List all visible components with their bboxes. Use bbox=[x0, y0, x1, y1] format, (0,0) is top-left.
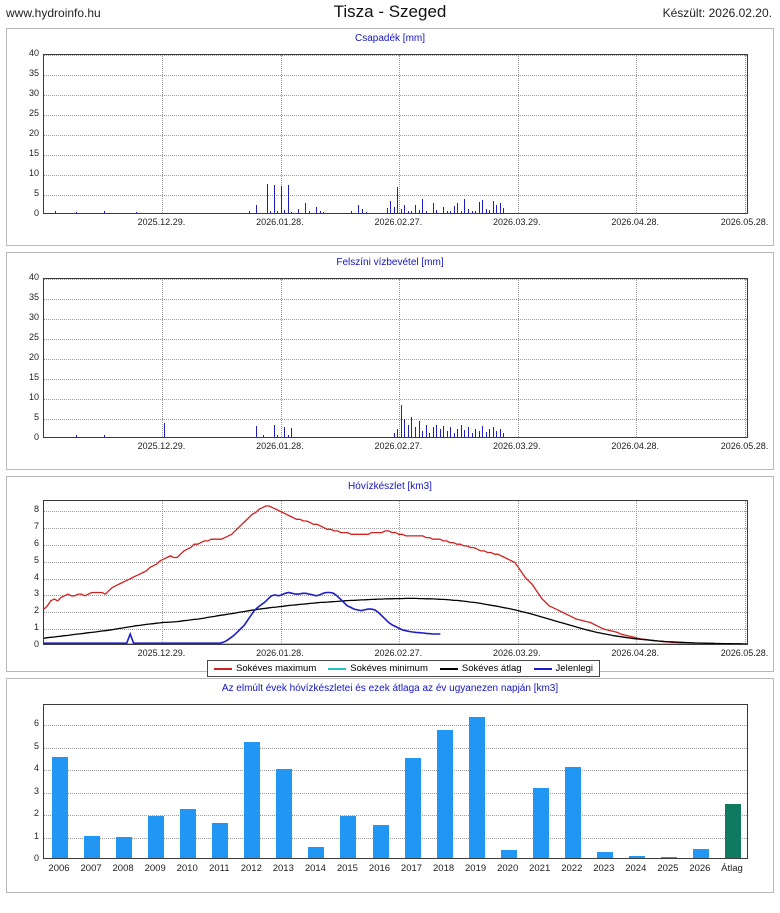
year-bar bbox=[373, 825, 389, 858]
year-bar bbox=[597, 852, 613, 858]
data-bar bbox=[411, 211, 412, 213]
y-axis-tick-label: 0 bbox=[33, 208, 39, 218]
year-axis-label: 2015 bbox=[336, 863, 358, 874]
x-axis-tick-label: 2026.05.28. bbox=[720, 441, 769, 451]
year-bar bbox=[116, 837, 132, 858]
x-axis-tick-label: 2026.03.29. bbox=[492, 648, 541, 658]
year-axis-label: 2008 bbox=[112, 863, 134, 874]
data-bar bbox=[464, 199, 465, 213]
data-bar bbox=[422, 199, 423, 213]
x-axis-tick-label: 2025.12.29. bbox=[137, 441, 186, 451]
data-bar bbox=[436, 425, 437, 437]
year-axis-label: 2009 bbox=[144, 863, 166, 874]
gridline bbox=[44, 770, 747, 771]
gridline bbox=[44, 319, 747, 320]
legend-swatch-min bbox=[328, 668, 346, 670]
y-axis-tick-label: 3 bbox=[33, 588, 39, 599]
year-bar bbox=[308, 847, 324, 858]
panel-yearly-snow-reserves bbox=[6, 678, 774, 893]
year-axis-label: Átlag bbox=[721, 863, 743, 874]
data-bar bbox=[298, 209, 299, 213]
data-bar bbox=[104, 211, 105, 213]
gridline bbox=[44, 299, 747, 300]
y-axis-tick-label: 2 bbox=[33, 808, 39, 819]
data-bar bbox=[468, 427, 469, 437]
data-bar bbox=[274, 185, 275, 213]
data-bar bbox=[284, 427, 285, 437]
y-axis-tick-label: 0 bbox=[33, 639, 39, 649]
panel-precipitation bbox=[6, 28, 774, 246]
year-bar bbox=[148, 816, 164, 858]
data-bar bbox=[76, 435, 77, 437]
year-axis-label: 2010 bbox=[176, 863, 198, 874]
data-bar bbox=[323, 212, 324, 213]
data-bar bbox=[440, 429, 441, 437]
legend-swatch-max bbox=[214, 668, 232, 670]
data-bar bbox=[464, 430, 465, 437]
data-bar bbox=[457, 429, 458, 437]
data-bar bbox=[443, 426, 444, 437]
data-bar bbox=[461, 211, 462, 213]
legend-item-min bbox=[328, 663, 428, 674]
x-axis-tick-label: 2026.01.28. bbox=[256, 648, 304, 658]
gridline-vertical bbox=[745, 55, 746, 213]
gridline bbox=[44, 95, 747, 96]
data-bar bbox=[419, 210, 420, 213]
data-bar bbox=[267, 184, 268, 213]
data-bar bbox=[503, 433, 504, 437]
year-axis-label: 2006 bbox=[48, 863, 70, 874]
data-bar bbox=[362, 209, 363, 213]
year-bar bbox=[437, 730, 453, 858]
year-axis-label: 2018 bbox=[433, 863, 455, 874]
data-bar bbox=[496, 205, 497, 213]
data-bar bbox=[291, 212, 292, 213]
gridline bbox=[44, 279, 747, 280]
year-axis-label: 2011 bbox=[209, 863, 230, 874]
year-bar bbox=[52, 757, 68, 858]
data-bar bbox=[408, 211, 409, 213]
data-bar bbox=[493, 427, 494, 437]
data-bar bbox=[274, 425, 275, 437]
gridline bbox=[44, 135, 747, 136]
year-bar bbox=[276, 769, 292, 858]
year-axis-label: 2020 bbox=[497, 863, 519, 874]
y-axis-tick-label: 25 bbox=[28, 332, 39, 342]
series-line-sokéves-átlag bbox=[44, 598, 747, 644]
gridline bbox=[44, 175, 747, 176]
data-bar bbox=[450, 211, 451, 213]
data-bar bbox=[454, 206, 455, 213]
gridline-vertical bbox=[745, 279, 746, 437]
y-axis-tick-label: 1 bbox=[33, 830, 39, 841]
y-axis-tick-label: 5 bbox=[33, 412, 39, 422]
x-axis-tick-label: 2026.02.27. bbox=[374, 441, 423, 451]
plot-axes bbox=[43, 54, 748, 214]
data-bar bbox=[288, 435, 289, 437]
plot-axes bbox=[43, 704, 748, 859]
y-axis-tick-label: 6 bbox=[33, 537, 39, 548]
y-axis-tick-label: 3 bbox=[33, 785, 39, 796]
data-bar bbox=[270, 211, 271, 213]
y-axis-tick-label: 20 bbox=[28, 352, 39, 362]
generated-date: Készült: 2026.02.20. bbox=[662, 6, 772, 20]
data-bar bbox=[411, 417, 412, 437]
data-bar bbox=[450, 427, 451, 437]
year-axis-label: 2025 bbox=[657, 863, 679, 874]
data-bar bbox=[358, 205, 359, 213]
y-axis-tick-label: 20 bbox=[28, 128, 39, 138]
data-bar bbox=[503, 208, 504, 213]
y-axis-tick-label: 4 bbox=[33, 763, 39, 774]
series-line-jelenlegi bbox=[44, 593, 440, 644]
year-bar bbox=[693, 849, 709, 858]
year-axis-label: 2014 bbox=[304, 863, 326, 874]
surface-water-intake-plot bbox=[7, 270, 773, 470]
data-bar bbox=[496, 431, 497, 437]
gridline-vertical bbox=[518, 279, 519, 437]
legend-label-current: Jelenlegi bbox=[555, 663, 594, 674]
year-bar bbox=[661, 857, 677, 858]
data-bar bbox=[429, 433, 430, 437]
panel-snow-water-equivalent bbox=[6, 476, 774, 672]
x-axis-tick-label: 2026.05.28. bbox=[720, 648, 769, 658]
y-axis-tick-label: 7 bbox=[33, 520, 39, 531]
x-axis-tick-label: 2026.04.28. bbox=[611, 217, 659, 227]
gridline bbox=[44, 195, 747, 196]
data-bar bbox=[482, 200, 483, 213]
data-bar bbox=[454, 433, 455, 437]
gridline bbox=[44, 419, 747, 420]
x-axis-tick-label: 2026.05.28. bbox=[720, 217, 769, 227]
legend-label-min: Sokéves minimum bbox=[350, 663, 428, 674]
data-bar bbox=[426, 211, 427, 213]
y-axis-tick-label: 35 bbox=[28, 68, 39, 78]
gridline-vertical bbox=[281, 279, 282, 437]
y-axis-tick-label: 1 bbox=[33, 622, 39, 633]
gridline bbox=[44, 399, 747, 400]
data-bar bbox=[164, 423, 165, 437]
data-bar bbox=[436, 210, 437, 213]
y-axis-tick-label: 30 bbox=[28, 312, 39, 322]
data-bar bbox=[397, 429, 398, 437]
x-axis-tick-label: 2026.03.29. bbox=[492, 217, 541, 227]
legend-item-avg bbox=[440, 663, 522, 674]
x-axis-tick-label: 2025.12.29. bbox=[137, 648, 186, 658]
data-bar bbox=[472, 211, 473, 213]
data-bar bbox=[426, 425, 427, 437]
data-bar bbox=[277, 435, 278, 437]
gridline bbox=[44, 115, 747, 116]
data-bar bbox=[475, 429, 476, 437]
gridline-vertical bbox=[399, 55, 400, 213]
data-bar bbox=[433, 203, 434, 213]
snow-water-equivalent-plot bbox=[7, 494, 773, 672]
data-bar bbox=[305, 203, 306, 213]
data-bar bbox=[284, 210, 285, 213]
gridline-vertical bbox=[636, 279, 637, 437]
legend-swatch-current bbox=[534, 668, 552, 670]
y-axis-tick-label: 35 bbox=[28, 292, 39, 302]
data-bar bbox=[404, 419, 405, 437]
year-axis-label: 2013 bbox=[272, 863, 294, 874]
gridline bbox=[44, 793, 747, 794]
panel-yearly-snow-reserves-title: Az elmúlt évek hóvízkészletei és ezek átlaga az év ugyanezen napján [km3] bbox=[221, 683, 559, 694]
page-header bbox=[0, 0, 780, 28]
data-bar bbox=[482, 426, 483, 437]
data-bar bbox=[256, 426, 257, 437]
panel-precipitation-title: Csapadék [mm] bbox=[354, 33, 426, 44]
gridline bbox=[44, 725, 747, 726]
data-bar bbox=[486, 432, 487, 437]
gridline bbox=[44, 75, 747, 76]
x-axis-tick-label: 2026.03.29. bbox=[492, 441, 541, 451]
gridline bbox=[44, 359, 747, 360]
data-bar bbox=[390, 201, 391, 213]
data-bar bbox=[479, 202, 480, 213]
year-axis-label: 2026 bbox=[689, 863, 711, 874]
data-bar bbox=[479, 431, 480, 437]
data-bar bbox=[472, 433, 473, 437]
year-bar bbox=[725, 804, 741, 858]
x-axis-tick-label: 2026.02.27. bbox=[374, 217, 423, 227]
data-bar bbox=[500, 429, 501, 437]
data-bar bbox=[443, 207, 444, 213]
data-bar bbox=[475, 211, 476, 213]
data-bar bbox=[408, 425, 409, 437]
year-bar bbox=[501, 850, 517, 858]
data-bar bbox=[394, 433, 395, 437]
x-axis-tick-label: 2026.04.28. bbox=[611, 648, 659, 658]
data-bar bbox=[288, 185, 289, 213]
data-bar bbox=[500, 203, 501, 213]
yearly-snow-reserves-plot bbox=[7, 696, 773, 892]
plot-axes bbox=[43, 500, 748, 645]
year-bar bbox=[180, 809, 196, 858]
data-bar bbox=[486, 209, 487, 213]
y-axis-tick-label: 6 bbox=[33, 718, 39, 729]
y-axis-tick-label: 4 bbox=[33, 571, 39, 582]
year-axis-label: 2019 bbox=[465, 863, 487, 874]
y-axis-tick-label: 0 bbox=[33, 853, 39, 863]
y-axis-tick-label: 40 bbox=[28, 48, 39, 58]
data-bar bbox=[468, 209, 469, 213]
y-axis-tick-label: 0 bbox=[33, 432, 39, 442]
gridline-vertical bbox=[162, 279, 163, 437]
legend-label-max: Sokéves maximum bbox=[236, 663, 317, 674]
data-bar bbox=[76, 212, 77, 213]
data-bar bbox=[281, 186, 282, 213]
plot-axes bbox=[43, 278, 748, 438]
data-bar bbox=[397, 187, 398, 213]
data-bar bbox=[366, 212, 367, 213]
data-bar bbox=[447, 431, 448, 437]
data-bar bbox=[277, 211, 278, 213]
year-bar bbox=[629, 856, 645, 858]
x-axis-tick-label: 2025.12.29. bbox=[137, 217, 186, 227]
y-axis-tick-label: 30 bbox=[28, 88, 39, 98]
y-axis-tick-label: 15 bbox=[28, 148, 39, 158]
x-axis-tick-label: 2026.02.27. bbox=[374, 648, 423, 658]
data-bar bbox=[263, 435, 264, 437]
data-bar bbox=[291, 428, 292, 437]
year-bar bbox=[340, 816, 356, 858]
year-axis-label: 2017 bbox=[400, 863, 423, 874]
year-axis-label: 2021 bbox=[529, 863, 551, 874]
precipitation-plot bbox=[7, 46, 773, 246]
y-axis-tick-label: 10 bbox=[28, 168, 39, 178]
gridline bbox=[44, 748, 747, 749]
data-bar bbox=[404, 205, 405, 213]
data-bar bbox=[489, 429, 490, 437]
data-bar bbox=[55, 211, 56, 213]
y-axis-tick-label: 5 bbox=[33, 740, 39, 751]
data-bar bbox=[493, 201, 494, 213]
data-bar bbox=[401, 209, 402, 213]
data-bar bbox=[415, 427, 416, 437]
y-axis-tick-label: 8 bbox=[33, 504, 39, 515]
y-axis-tick-label: 40 bbox=[28, 272, 39, 282]
data-bar bbox=[489, 210, 490, 213]
data-bar bbox=[447, 211, 448, 213]
data-bar bbox=[401, 405, 402, 437]
x-axis-tick-label: 2026.01.28. bbox=[256, 217, 304, 227]
year-bar bbox=[405, 758, 421, 858]
year-bar bbox=[212, 823, 228, 858]
legend-item-current bbox=[534, 663, 594, 674]
y-axis-tick-label: 5 bbox=[33, 554, 39, 565]
site-url: www.hydroinfo.hu bbox=[6, 6, 101, 20]
year-bar bbox=[533, 788, 549, 858]
panel-surface-water-intake bbox=[6, 252, 774, 470]
data-bar bbox=[433, 427, 434, 437]
data-bar bbox=[415, 205, 416, 213]
year-axis-label: 2022 bbox=[561, 863, 583, 874]
series-canvas bbox=[44, 501, 747, 644]
panel-surface-water-intake-title: Felszíni vízbevétel [mm] bbox=[336, 257, 444, 268]
x-axis-tick-label: 2026.04.28. bbox=[611, 441, 659, 451]
gridline-vertical bbox=[162, 55, 163, 213]
data-bar bbox=[256, 205, 257, 213]
data-bar bbox=[309, 211, 310, 213]
data-bar bbox=[387, 208, 388, 213]
year-axis-label: 2023 bbox=[593, 863, 615, 874]
year-axis-label: 2007 bbox=[80, 863, 102, 874]
legend-label-avg: Sokéves átlag bbox=[461, 663, 522, 674]
data-bar bbox=[249, 211, 250, 213]
year-bar bbox=[469, 717, 485, 859]
gridline bbox=[44, 379, 747, 380]
page-title: Tisza - Szeged bbox=[333, 2, 447, 21]
data-bar bbox=[104, 435, 105, 437]
gridline-vertical bbox=[636, 55, 637, 213]
year-axis-label: 2016 bbox=[368, 863, 391, 874]
legend-swatch-avg bbox=[440, 668, 458, 670]
data-bar bbox=[351, 211, 352, 213]
data-bar bbox=[457, 203, 458, 213]
data-bar bbox=[136, 212, 137, 213]
gridline bbox=[44, 155, 747, 156]
data-bar bbox=[320, 211, 321, 213]
series-line-sokéves-maximum bbox=[44, 506, 747, 644]
y-axis-tick-label: 10 bbox=[28, 392, 39, 402]
year-bar bbox=[244, 742, 260, 858]
data-bar bbox=[461, 425, 462, 437]
year-axis-label: 2024 bbox=[625, 863, 647, 874]
data-bar bbox=[422, 431, 423, 437]
panel-snow-water-equivalent-title: Hóvízkészlet [km3] bbox=[348, 481, 432, 492]
year-bar bbox=[565, 767, 581, 858]
y-axis-tick-label: 15 bbox=[28, 372, 39, 382]
y-axis-tick-label: 2 bbox=[33, 605, 39, 616]
year-bar bbox=[84, 836, 100, 859]
chart-legend bbox=[207, 660, 600, 677]
data-bar bbox=[394, 207, 395, 213]
year-axis-label: 2012 bbox=[240, 863, 262, 874]
gridline bbox=[44, 339, 747, 340]
y-axis-tick-label: 25 bbox=[28, 108, 39, 118]
data-bar bbox=[316, 207, 317, 213]
legend-item-max bbox=[214, 663, 316, 674]
data-bar bbox=[419, 421, 420, 437]
gridline bbox=[44, 55, 747, 56]
gridline-vertical bbox=[518, 55, 519, 213]
x-axis-tick-label: 2026.01.28. bbox=[256, 441, 304, 451]
y-axis-tick-label: 5 bbox=[33, 188, 39, 198]
